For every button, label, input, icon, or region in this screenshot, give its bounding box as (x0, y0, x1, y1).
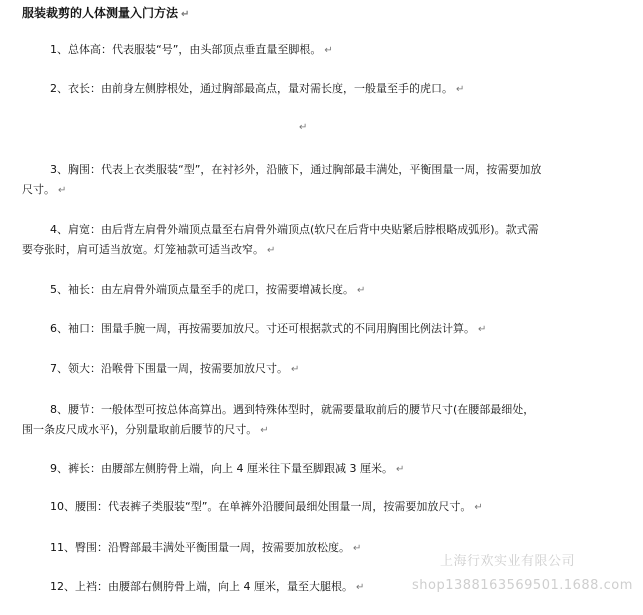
paragraph-mark-icon: ↵ (324, 45, 333, 56)
item-text: 1、总体高：代表服装“号”，由头部顶点垂直量至脚根。 (50, 43, 322, 56)
item-text: 8、腰节：一般体型可按总体高算出。遇到特殊体型时，就需要量取前后的腰节尺寸(在腰部最细处， (50, 403, 535, 416)
paragraph-mark-icon: ↵ (260, 425, 269, 436)
item-text: 要夸张时，肩可适当放宽。灯笼袖款可适当改窄。 (22, 243, 264, 256)
paragraph-mark-icon: ↵ (356, 582, 365, 593)
document-title (22, 4, 189, 21)
title-text: 服装裁剪的人体测量入门方法 (22, 6, 179, 20)
item-text: 3、胸围：代表上衣类服装“型”，在衬衫外，沿腋下，通过胸部最丰满处，平衡围量一周，按需要加放 (50, 163, 542, 176)
list-item (22, 359, 612, 380)
paragraph-mark-icon: ↵ (395, 464, 405, 475)
list-item (22, 400, 612, 441)
item-text: 4、肩宽：由后背左肩骨外端顶点量至右肩骨外端顶点(软尺在后背中央贴紧后脖根略成弧形)。款式需 (50, 223, 539, 236)
paragraph-mark-icon: ↵ (267, 245, 276, 256)
watermark-company: 上海行欢实业有限公司 (440, 554, 576, 569)
item-text: 11、臀围：沿臀部最丰满处平衡围量一周，按需要加放松度。 (50, 541, 350, 554)
item-text: 6、袖口：围量手腕一周，再按需要加放尺。寸还可根据款式的不同用胸围比例法计算。 (50, 322, 475, 335)
list-item (22, 497, 612, 518)
paragraph-mark-icon: ↵ (299, 122, 308, 133)
item-text: 5、袖长：由左肩骨外端顶点量至手的虎口，按需要增减长度。 (50, 283, 354, 296)
paragraph-mark-icon: ↵ (456, 84, 465, 95)
list-item (22, 220, 612, 261)
paragraph-mark-icon: ↵ (181, 9, 190, 20)
paragraph-mark-icon: ↵ (357, 285, 366, 296)
list-item (22, 160, 612, 201)
list-item (22, 79, 612, 100)
item-text: 12、上裆：由腰部右侧胯骨上端，向上 4 厘米，量至大腿根。 (50, 580, 353, 593)
item-text: 围一条皮尺成水平)，分别量取前后腰节的尺寸。 (22, 423, 258, 436)
paragraph-mark-icon: ↵ (58, 185, 67, 196)
list-item (22, 319, 612, 340)
item-text: 7、领大：沿喉骨下围量一周，按需要加放尺寸。 (50, 362, 288, 375)
watermark-site: shop1388163569501.1688.com (412, 578, 633, 593)
item-text: 尺寸。 (22, 183, 55, 196)
item-text: 10、腰围：代表裤子类服装“型”。在单裤外沿腰间最细处围量一周，按需要加放尺寸。 (50, 500, 472, 513)
paragraph-mark-icon: ↵ (291, 364, 300, 375)
item-text: 9、裤长：由腰部左侧胯骨上端，向上 4 厘米往下量至脚跟减 3 厘米。 (50, 462, 393, 475)
paragraph-mark-icon: ↵ (353, 543, 362, 554)
list-item (22, 40, 612, 61)
paragraph-mark-icon: ↵ (478, 324, 487, 335)
item-text: 2、衣长：由前身左侧脖根处，通过胸部最高点，量对需长度，一般量至手的虎口。 (50, 82, 453, 95)
list-item (22, 459, 612, 480)
list-item (22, 280, 612, 301)
paragraph-mark-icon: ↵ (474, 502, 483, 513)
